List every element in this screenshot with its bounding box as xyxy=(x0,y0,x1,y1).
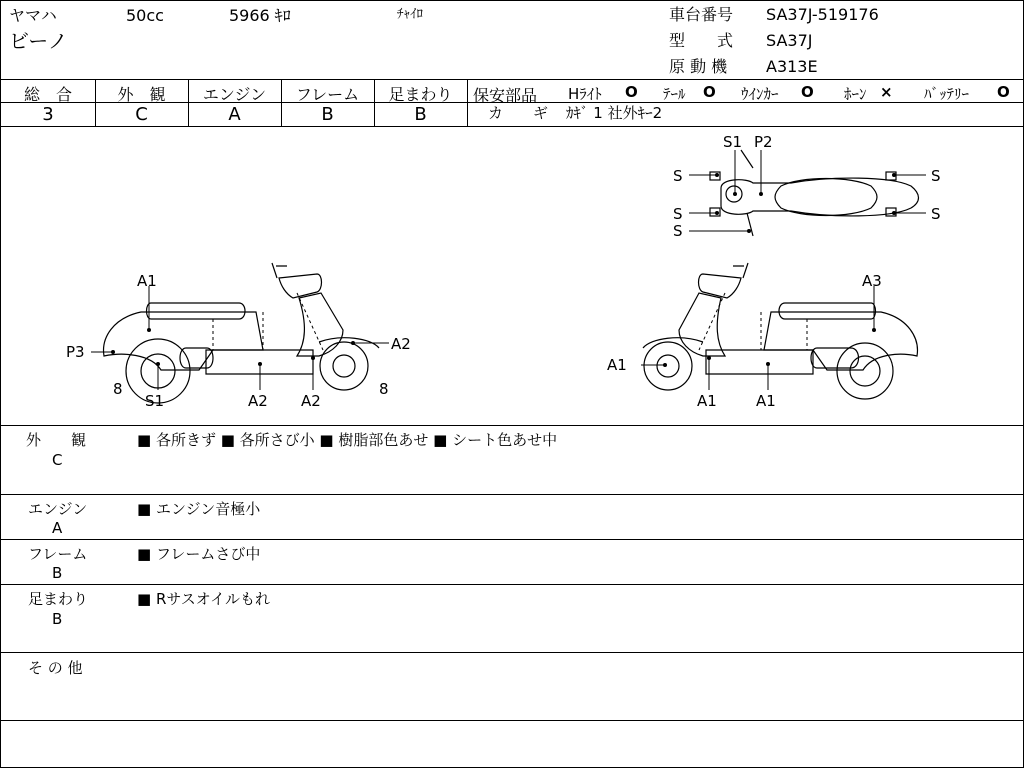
safety-headlight-status: O xyxy=(625,83,638,101)
color-value: ﾁｬｲﾛ xyxy=(397,7,423,22)
safety-tail-status: O xyxy=(703,83,716,101)
remark-other-label: そ の 他 xyxy=(28,659,83,677)
remark-exterior-grade: C xyxy=(52,451,63,469)
remark-exterior-text: ■ 各所きず ■ 各所さび小 ■ 樹脂部色あせ ■ シート色あせ中 xyxy=(137,431,558,449)
grade-engine: A xyxy=(228,104,241,125)
remark-exterior-label: 外 観 xyxy=(26,431,87,449)
mark-top-s-left-front: S xyxy=(673,167,683,185)
remark-engine-label: エンジン xyxy=(28,500,88,518)
divider xyxy=(1,584,1023,585)
safety-winker-label: ｳｲﾝｶｰ xyxy=(741,85,779,103)
safety-winker-status: O xyxy=(801,83,814,101)
safety-battery-status: O xyxy=(997,83,1010,101)
remark-suspension-grade: B xyxy=(52,610,63,628)
scooter-top-view xyxy=(710,150,919,236)
safety-battery-label: ﾊﾞｯﾃﾘｰ xyxy=(924,85,970,103)
mark-top-s-right-rear: S xyxy=(931,205,941,223)
mark-top-s-right-front: S xyxy=(931,167,941,185)
divider xyxy=(1,494,1023,495)
mark-left-a2-fender: A2 xyxy=(391,335,411,353)
mark-left-8-rear: 8 xyxy=(113,380,123,398)
safety-headlight-label: Hﾗｲﾄ xyxy=(568,85,602,103)
grade-suspension: B xyxy=(414,104,427,125)
model-type-label: 型 式 xyxy=(669,31,734,50)
mark-left-a2-floor: A2 xyxy=(248,392,268,410)
divider xyxy=(1,425,1023,426)
divider xyxy=(1,79,1023,80)
mark-right-a3: A3 xyxy=(862,272,882,290)
model-type: SA37J xyxy=(766,31,813,50)
grade-suspension-label: 足まわり xyxy=(388,85,453,104)
mileage: 5966 ｷﾛ xyxy=(229,6,291,25)
remark-suspension-label: 足まわり xyxy=(28,590,89,608)
safety-horn-status: × xyxy=(880,83,893,101)
mark-right-a1-shield: A1 xyxy=(697,392,717,410)
safety-horn-label: ﾎｰﾝ xyxy=(844,85,867,103)
divider xyxy=(1,539,1023,540)
mark-left-s1: S1 xyxy=(145,392,165,410)
divider xyxy=(1,720,1023,721)
mark-top-p2: P2 xyxy=(754,133,773,151)
mark-left-8-front: 8 xyxy=(379,380,389,398)
safety-parts-title: 保安部品 xyxy=(473,86,538,105)
mark-top-s-left-rear: S xyxy=(673,205,683,223)
scooter-damage-diagram xyxy=(1,128,1023,425)
remark-frame-grade: B xyxy=(52,564,63,582)
maker-name: ヤマハ xyxy=(9,6,57,25)
grade-frame: B xyxy=(321,104,334,125)
grade-overall-label: 総 合 xyxy=(23,85,72,104)
divider xyxy=(1,652,1023,653)
displacement: 50cc xyxy=(126,6,164,25)
divider xyxy=(467,79,468,126)
grade-exterior-label: 外 観 xyxy=(117,85,166,104)
mark-right-a1-front: A1 xyxy=(607,356,627,374)
mark-right-a1-floor: A1 xyxy=(756,392,776,410)
remark-engine-grade: A xyxy=(52,519,63,537)
mark-left-p3: P3 xyxy=(66,343,85,361)
grade-frame-label: フレーム xyxy=(295,85,360,104)
mark-top-s1: S1 xyxy=(723,133,743,151)
grade-engine-label: エンジン xyxy=(202,85,267,104)
frame-number: SA37J-519176 xyxy=(766,5,879,24)
grade-overall: 3 xyxy=(42,104,54,125)
remark-frame-label: フレーム xyxy=(28,545,88,563)
engine-type: A313E xyxy=(766,57,818,76)
remark-frame-text: ■ フレームさび中 xyxy=(137,545,261,563)
mark-top-s-stand: S xyxy=(673,222,683,240)
key-label: カ ギ xyxy=(488,104,549,122)
model-name: ビーノ xyxy=(9,29,68,53)
divider xyxy=(1,126,1023,127)
engine-type-label: 原 動 機 xyxy=(669,57,728,76)
safety-tail-label: ﾃｰﾙ xyxy=(663,85,686,103)
frame-number-label: 車台番号 xyxy=(669,5,734,24)
mark-left-a1: A1 xyxy=(137,272,157,290)
grade-exterior: C xyxy=(135,104,148,125)
key-value: ｶｷﾞ 1 社外ｷｰ2 xyxy=(566,104,663,122)
remark-suspension-text: ■ Rサスオイルもれ xyxy=(137,590,271,608)
remark-engine-text: ■ エンジン音極小 xyxy=(137,500,261,518)
mark-left-a2-front: A2 xyxy=(301,392,321,410)
